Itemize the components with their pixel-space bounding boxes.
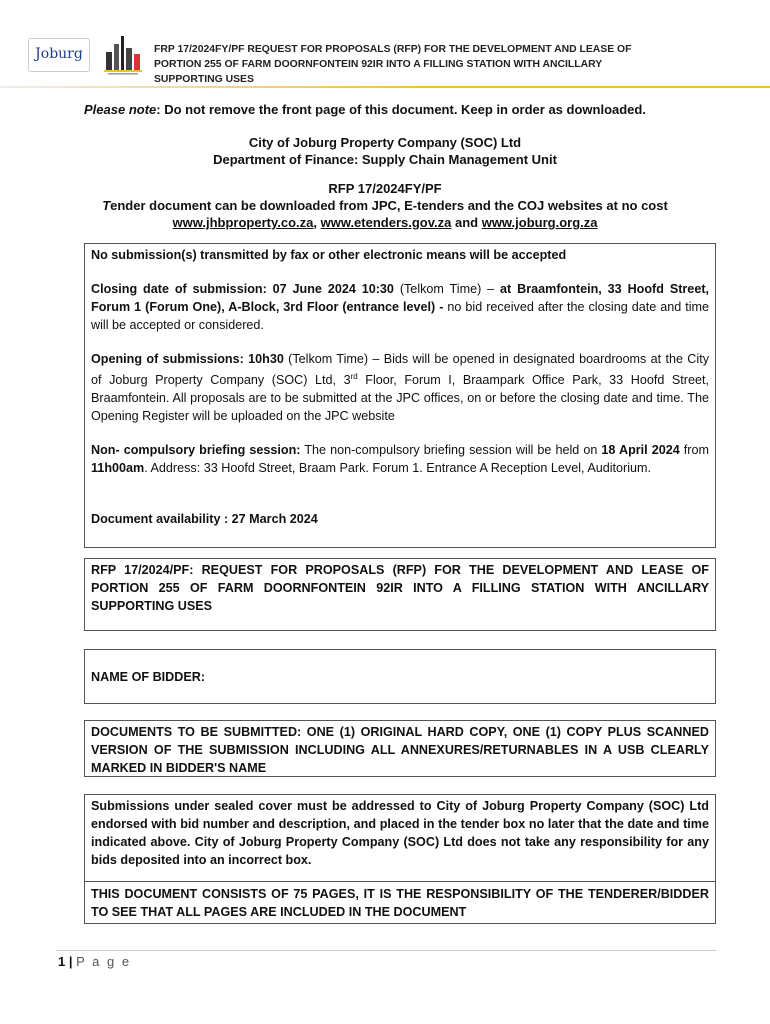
briefing-text: from <box>679 443 709 458</box>
closing-date-paragraph <box>91 280 709 334</box>
bidder-name-label: NAME OF BIDDER: <box>91 670 206 684</box>
briefing-label: Non- compulsory briefing session: <box>91 443 301 458</box>
link-separator: and <box>451 215 482 230</box>
header-title <box>154 42 714 87</box>
document-header <box>28 30 770 90</box>
rfp-number: RFP 17/2024FY/PF <box>328 181 442 196</box>
sealed-cover-text: Submissions under sealed cover must be addressed to City of Joburg Property Company (SOC) Ltd endorsed with bid number and description, and placed in the tender box no later that the date and time indicated above. City of Joburg Property Company (SOC) Ltd does not take any responsibility for any bids deposited into an incorrect box. <box>91 799 709 867</box>
org-name: City of Joburg Property Company (SOC) Ltd <box>248 135 522 150</box>
header-title-line: PORTION 255 OF FARM DOORNFONTEIN 92IR INTO A FILLING STATION WITH ANCILLARY <box>154 59 603 70</box>
website-links <box>60 214 710 231</box>
link-separator: , <box>313 215 321 230</box>
closing-time-note: (Telkom Time) – <box>393 282 501 296</box>
jpc-skyline-logo-icon <box>100 32 146 78</box>
header-title-line: SUPPORTING USES <box>154 74 254 85</box>
closing-rest: no bid received after the closing date and time will be accepted or considered. <box>91 300 709 332</box>
note-label: Please note <box>84 102 157 117</box>
briefing-paragraph <box>91 441 709 477</box>
submission-details-box <box>84 243 716 548</box>
opening-text: (Telkom Time) – Bids will be opened in designated boardrooms at the City of Joburg Property Company (SOC) Ltd, 3 <box>91 352 709 388</box>
opening-time: Opening of submissions: 10h30 <box>91 352 284 366</box>
please-note <box>84 102 646 117</box>
documents-to-submit-box: DOCUMENTS TO BE SUBMITTED: ONE (1) ORIGINAL HARD COPY, ONE (1) COPY PLUS SCANNED VERSION OF THE SUBMISSION INCLUDING ALL ANNEXURES/RETURNABLES IN A USB CLEARLY MARKED IN BIDDER'S NAME <box>84 720 716 777</box>
organization-block <box>60 134 710 168</box>
etenders-website-link[interactable]: www.etenders.gov.za <box>320 215 452 230</box>
header-title-line: FRP 17/2024FY/PF REQUEST FOR PROPOSALS (RFP) FOR THE DEVELOPMENT AND LEASE OF <box>154 44 632 55</box>
page-count-notice: THIS DOCUMENT CONSISTS OF 75 PAGES, IT IS THE RESPONSIBILITY OF THE TENDERER/BIDDER TO SEE THAT ALL PAGES ARE INCLUDED IN THE DOCUMENT <box>85 881 715 921</box>
footer-separator: | <box>65 954 77 969</box>
download-notice: Tender document can be downloaded from JPC, E-tenders and the COJ websites at no cost <box>102 198 668 213</box>
sealed-cover-box <box>84 794 716 924</box>
footer-divider <box>56 950 716 951</box>
closing-location: at Braamfontein, 33 Hoofd Street, Forum 1 (Forum One), A-Block, 3rd Floor (entrance level) - <box>91 282 710 314</box>
rfp-title-box: RFP 17/2024/PF: REQUEST FOR PROPOSALS (RFP) FOR THE DEVELOPMENT AND LEASE OF PORTION 255 OF FARM DOORNFONTEIN 92IR INTO A FILLING STATION WITH ANCILLARY SUPPORTING USES <box>84 558 716 631</box>
rfp-block <box>60 180 710 231</box>
briefing-date: 18 April 2024 <box>601 443 680 458</box>
briefing-text: . Address: 33 Hoofd Street, Braam Park. Forum 1. Entrance A Reception Level, Auditorium. <box>144 461 652 476</box>
closing-date: Closing date of submission: 07 June 2024 10:30 <box>91 282 394 296</box>
page-number: 1 <box>58 954 66 969</box>
briefing-text: The non-compulsory briefing session will be held on <box>300 443 602 458</box>
opening-paragraph <box>91 350 709 425</box>
no-fax-notice: No submission(s) transmitted by fax or other electronic means will be accepted <box>91 248 567 262</box>
page-label: P a g e <box>76 954 132 969</box>
jpc-website-link[interactable]: www.jhbproperty.co.za <box>172 215 314 230</box>
page-footer <box>58 954 131 969</box>
briefing-time: 11h00am <box>91 461 145 476</box>
document-availability: Document availability : 27 March 2024 <box>91 512 318 527</box>
bidder-name-box <box>84 649 716 704</box>
header-divider <box>0 86 770 88</box>
org-department: Department of Finance: Supply Chain Management Unit <box>213 152 557 167</box>
joburg-logo: Joburg <box>28 38 90 72</box>
ordinal-suffix: rd <box>350 372 358 381</box>
joburg-website-link[interactable]: www.joburg.org.za <box>481 215 598 230</box>
note-text: : Do not remove the front page of this document. Keep in order as downloaded. <box>156 102 646 117</box>
opening-text: Floor, Forum I, Braampark Office Park, 33 Hoofd Street, Braamfontein. All proposals are to be submitted at the JPC offices, on or before the closing date and time. The Opening Register will be uploaded on the JPC website <box>91 373 710 424</box>
